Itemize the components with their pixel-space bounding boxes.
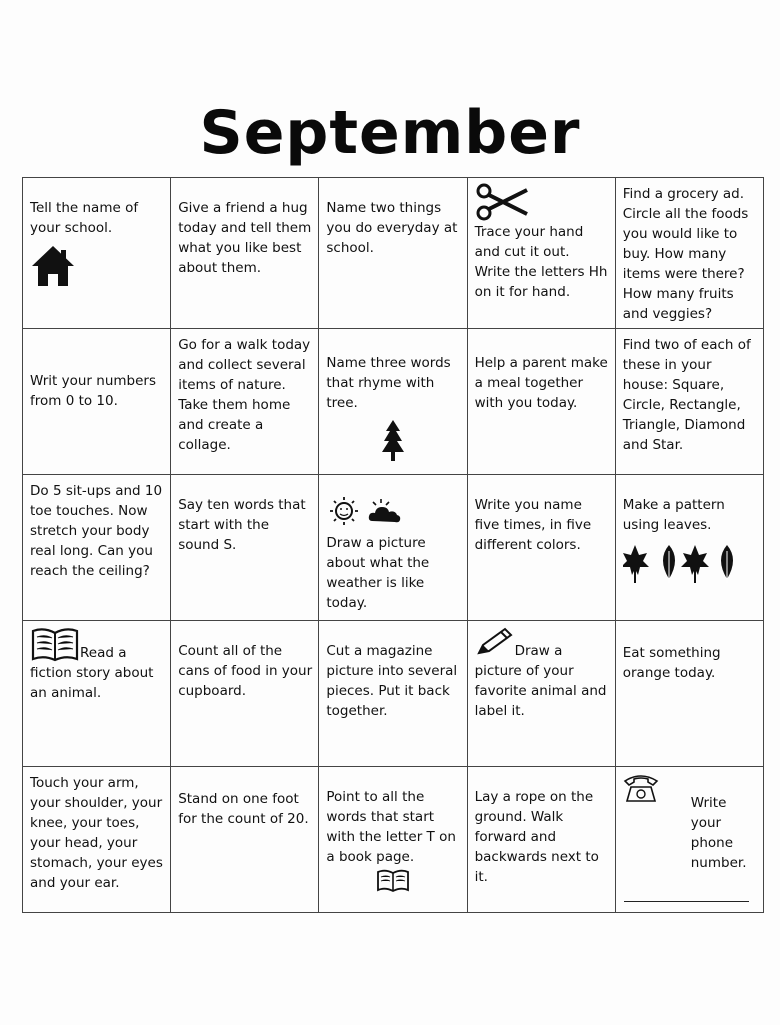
activity-cell	[171, 475, 319, 621]
activity-text: Tell the name of your school.	[30, 200, 139, 236]
weather-icons	[326, 495, 460, 529]
activity-text: Make a pattern using leaves.	[622, 497, 725, 533]
activity-calendar-grid	[22, 177, 764, 913]
activity-cell	[23, 329, 171, 475]
activity-cell	[615, 178, 763, 329]
book-icon	[326, 869, 460, 899]
activity-cell	[171, 178, 319, 329]
activity-cell	[467, 621, 615, 767]
activity-text: Write your phone number.	[690, 795, 747, 871]
activity-text: Cut a magazine picture into several pieces. Put it back together.	[326, 643, 458, 719]
activity-text: Count all of the cans of food in your cupboard.	[178, 643, 313, 699]
activity-text: Draw a picture about what the weather is like today.	[326, 535, 430, 611]
activity-text: Find two of each of these in your house: Square, Circle, Rectangle, Triangle, Diamond and Star.	[622, 337, 751, 453]
activity-text: Point to all the words that start with the letter T on a book page.	[326, 789, 456, 865]
activity-text: Writ your numbers from 0 to 10.	[30, 373, 156, 409]
activity-cell	[467, 178, 615, 329]
activity-text: Give a friend a hug today and tell them what you like best about them.	[178, 200, 312, 276]
activity-cell	[319, 475, 467, 621]
activity-text: Find a grocery ad. Circle all the foods you would like to buy. How many items were there? How many fruits and veggies?	[622, 186, 749, 322]
activity-cell	[171, 621, 319, 767]
phone-answer-line	[624, 901, 749, 902]
scissors-icon	[475, 182, 609, 222]
cloud-icon	[367, 495, 403, 527]
activity-text: Eat something orange today.	[622, 645, 721, 681]
leaf-icon	[623, 541, 757, 591]
activity-cell	[467, 475, 615, 621]
activity-text: Go for a walk today and collect several items of nature. Take them home and create a collage.	[178, 337, 311, 453]
activity-text: Lay a rope on the ground. Walk forward and backwards next to it.	[474, 789, 599, 885]
tree-icon	[326, 419, 460, 469]
activity-cell	[23, 621, 171, 767]
activity-cell	[615, 329, 763, 475]
activity-cell	[319, 621, 467, 767]
activity-cell	[615, 621, 763, 767]
activity-text: Trace your hand and cut it out. Write the letters Hh on it for hand.	[474, 224, 608, 300]
activity-cell	[23, 767, 171, 913]
activity-text: Name three words that rhyme with tree.	[326, 355, 451, 411]
house-icon	[30, 244, 164, 294]
activity-text: Touch your arm, your shoulder, your knee, your toes, your head, your stomach, your eyes and your ear.	[30, 775, 163, 891]
activity-cell	[319, 329, 467, 475]
activity-cell	[319, 178, 467, 329]
activity-cell	[615, 475, 763, 621]
activity-cell	[23, 475, 171, 621]
activity-text: Draw a picture of your favorite animal and label it.	[474, 643, 607, 719]
activity-text: Do 5 sit-ups and 10 toe touches. Now stretch your body real long. Can you reach the ceiling?	[30, 483, 163, 579]
activity-text: Help a parent make a meal together with you today.	[474, 355, 608, 411]
activity-cell	[171, 329, 319, 475]
activity-cell	[319, 767, 467, 913]
activity-cell	[171, 767, 319, 913]
sun-icon	[326, 495, 362, 527]
activity-text: Stand on one foot for the count of 20.	[178, 791, 309, 827]
activity-text: Write you name five times, in five different colors.	[474, 497, 592, 553]
activity-cell	[615, 767, 763, 913]
activity-cell	[23, 178, 171, 329]
page-title: September	[199, 98, 581, 168]
activity-text: Say ten words that start with the sound S.	[178, 497, 306, 553]
activity-text: Name two things you do everyday at school.	[326, 200, 458, 256]
activity-cell	[467, 767, 615, 913]
activity-text: Read a fiction story about an animal.	[30, 645, 154, 701]
activity-cell	[467, 329, 615, 475]
